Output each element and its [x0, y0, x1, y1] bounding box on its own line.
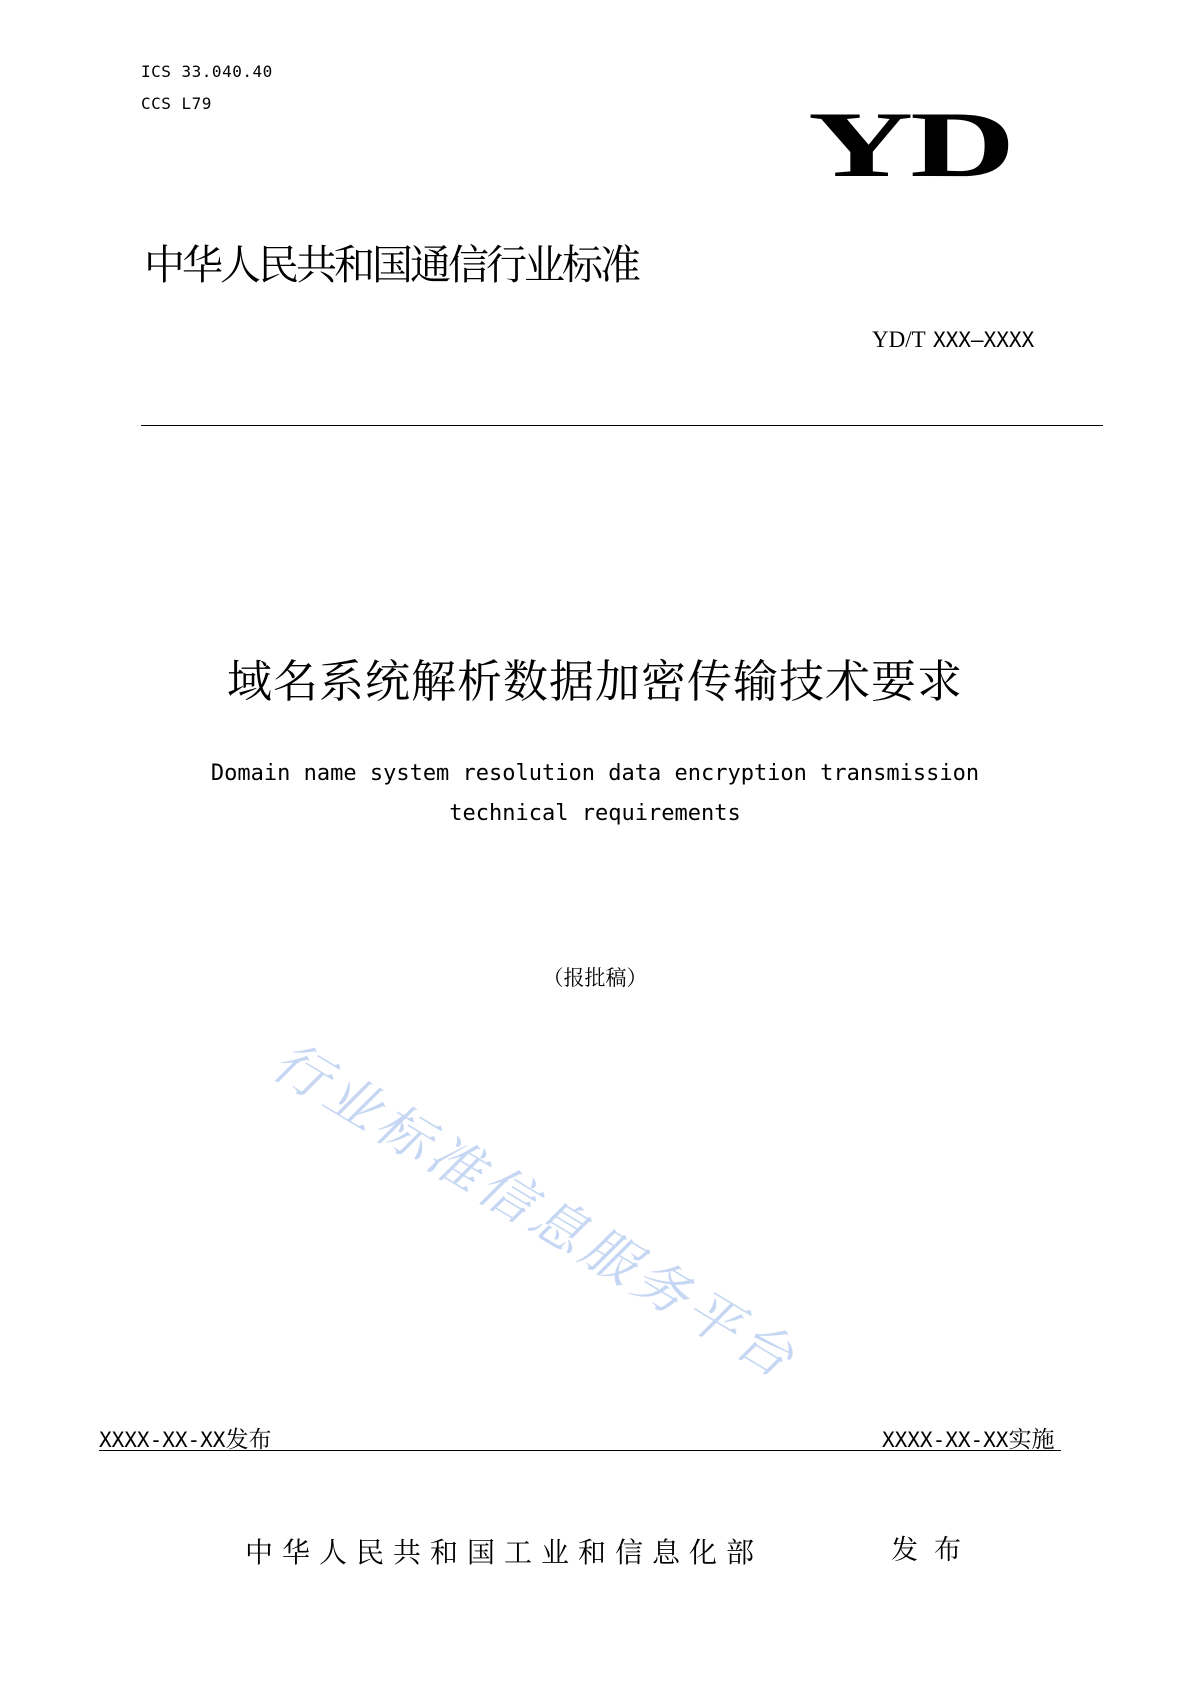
top-divider — [141, 425, 1103, 426]
implement-date-value: XXXX-XX-XX — [882, 1428, 1009, 1452]
document-title-english-line2: technical requirements — [449, 801, 741, 826]
document-title-chinese: 域名系统解析数据加密传输技术要求 — [226, 655, 963, 708]
ics-code: ICS 33.040.40 — [141, 62, 273, 81]
issue-label: 发布 — [891, 1535, 977, 1566]
yd-logo: YD — [808, 93, 1013, 197]
issuing-authority: 中华人民共和国工业和信息化部 — [245, 1536, 764, 1569]
document-number — [872, 327, 1034, 353]
ccs-code: CCS L79 — [141, 94, 212, 113]
publish-date-label: 发布 — [225, 1427, 272, 1453]
document-title-english — [0, 754, 1190, 834]
bottom-divider — [99, 1450, 1061, 1451]
implement-date-label: 实施 — [1008, 1427, 1055, 1453]
document-number-value: XXX—XXXX — [932, 328, 1035, 352]
document-title-english-line1: Domain name system resolution data encryption transmission — [210, 761, 980, 786]
draft-status: （报批稿） — [542, 966, 648, 990]
publish-date-value: XXXX-XX-XX — [99, 1428, 226, 1452]
watermark: 行业标准信息服务平台 — [261, 1029, 809, 1393]
standard-type-heading: 中华人民共和国通信行业标准 — [144, 241, 638, 289]
document-number-prefix: YD/T — [872, 327, 926, 352]
